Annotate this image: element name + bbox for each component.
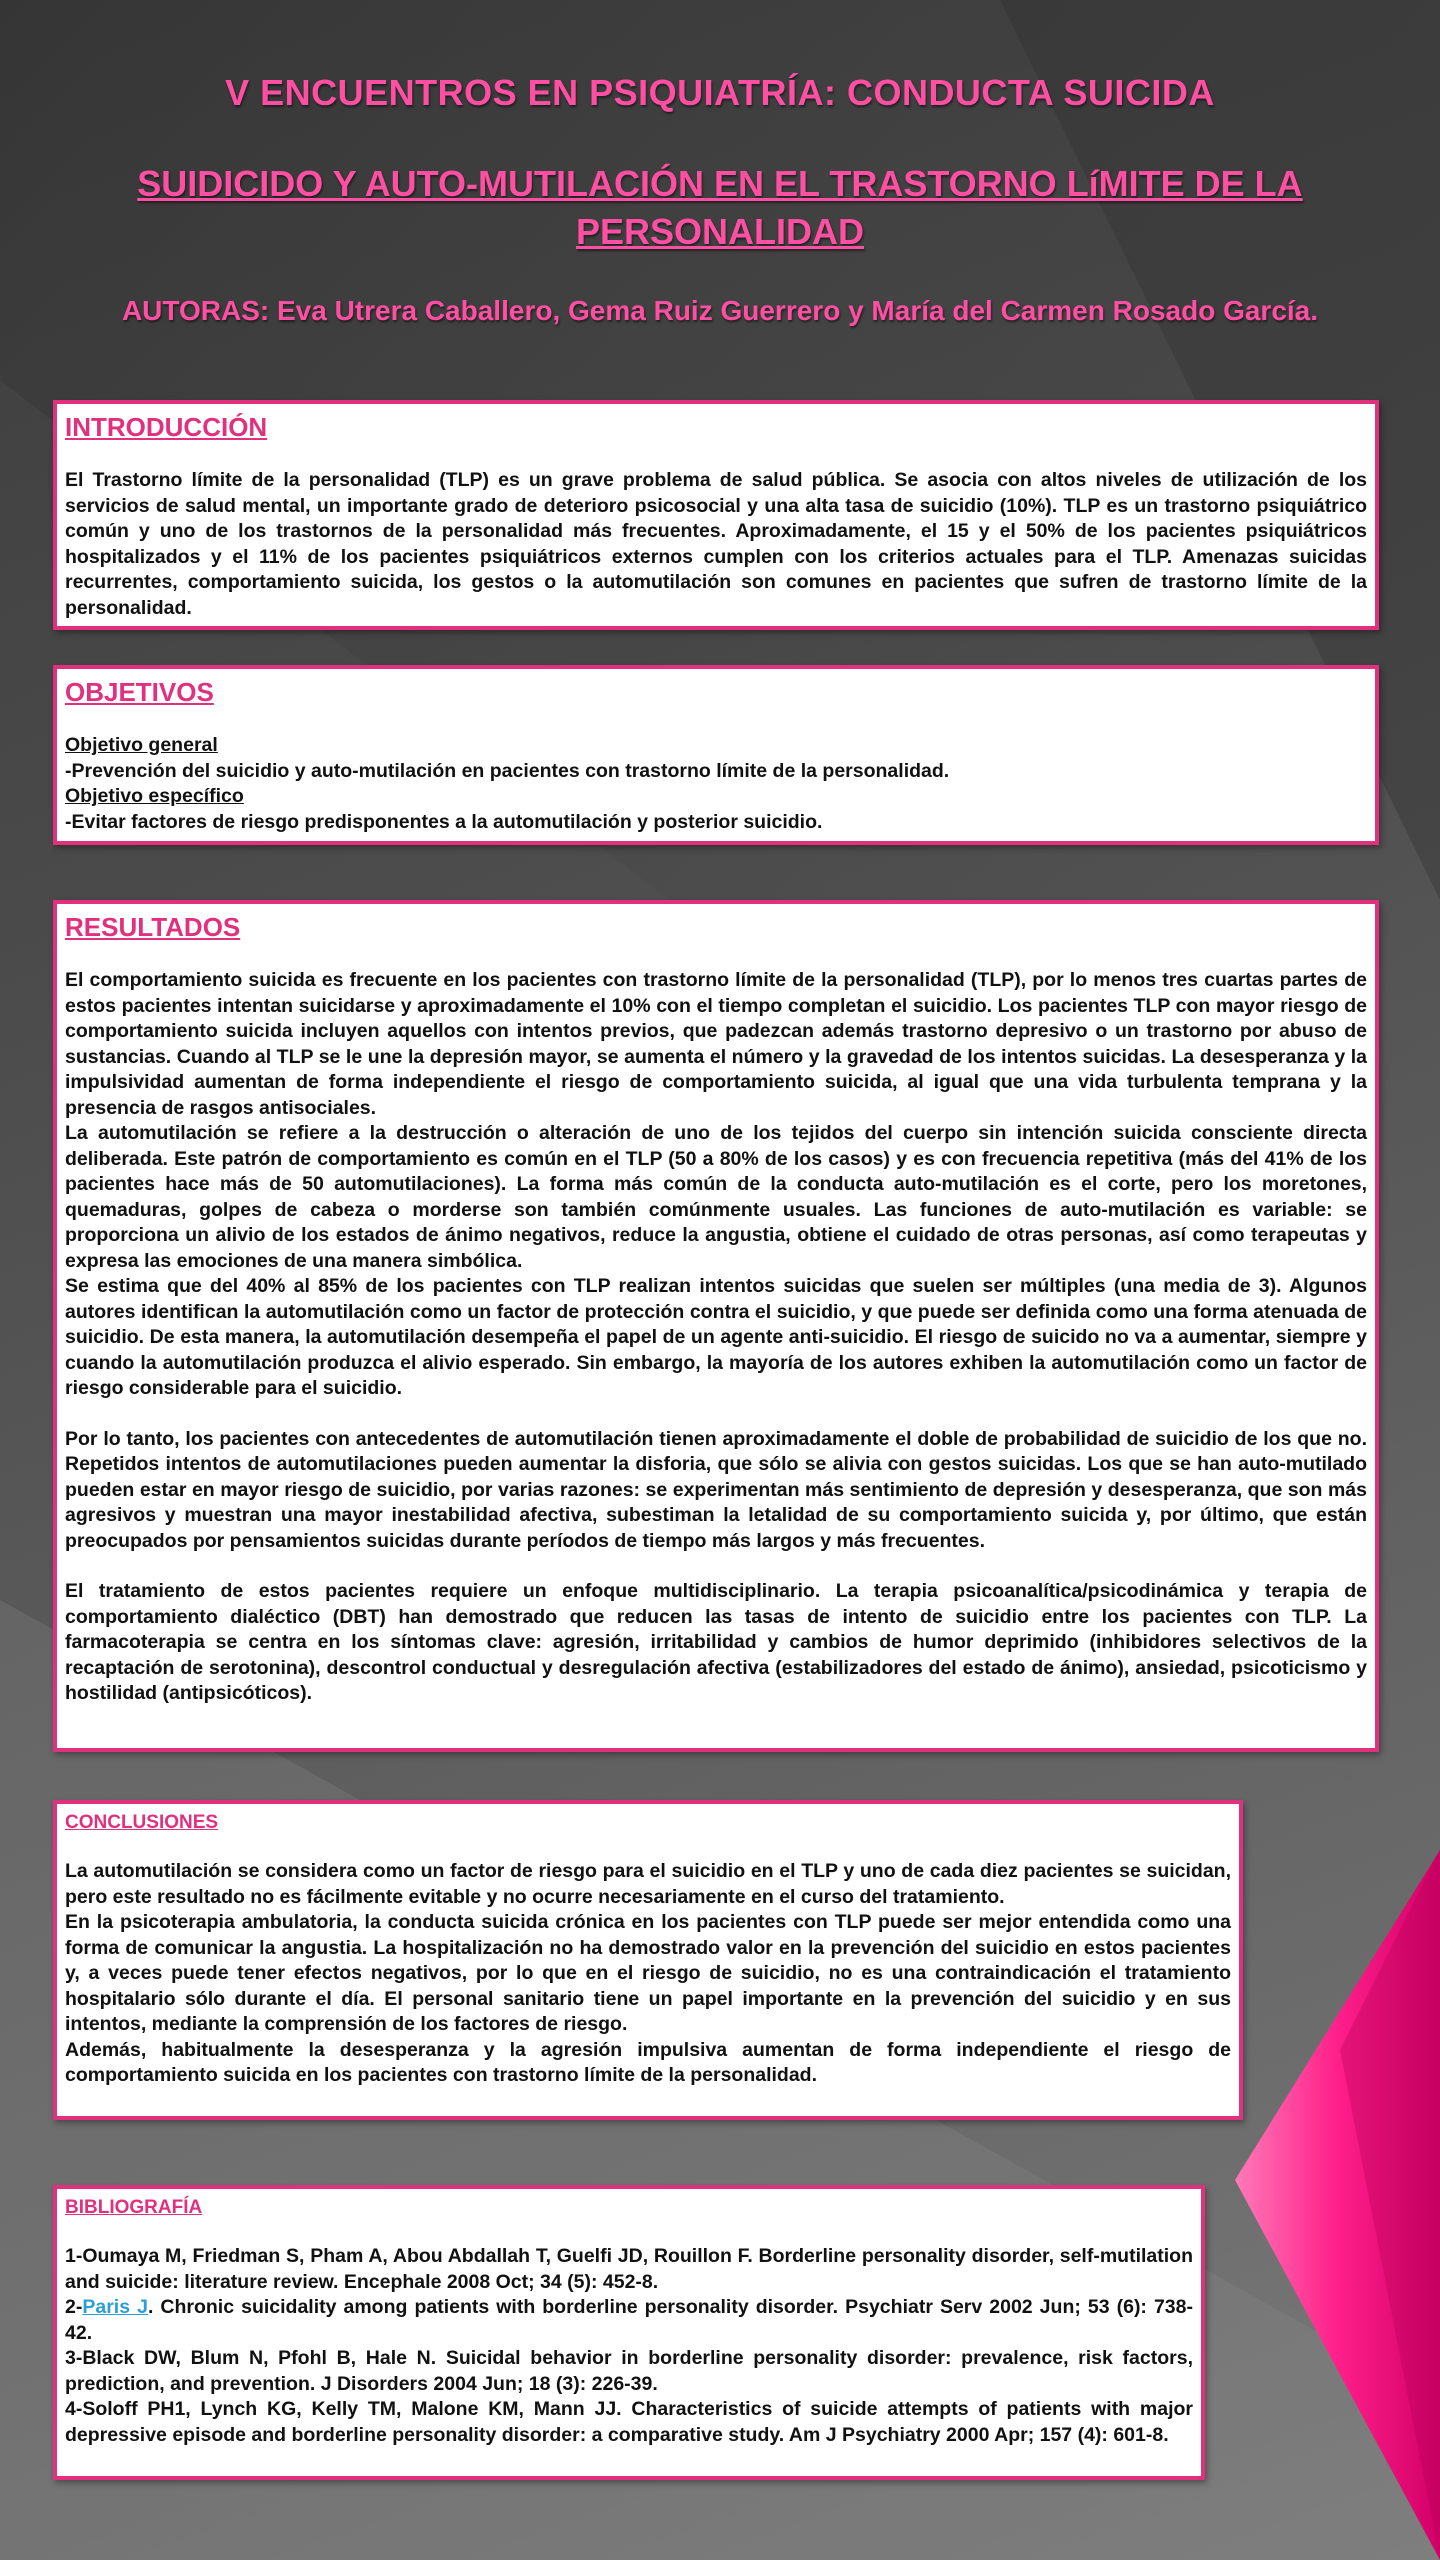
objetivos-heading: OBJETIVOS — [65, 677, 214, 707]
bibliografia-heading: BIBLIOGRAFÍA — [65, 2197, 203, 2218]
resultados-paragraph-4: Por lo tanto, los pacientes con antecedentes de automutilación tienen aproximadamente el doble de probabilidad de suicidio de los que no. Repetidos intentos de automutilaciones pueden aumentar la disforia, que sólo se alivia con gestos suicidas. Los que se han auto-mutilado pueden estar en mayor riesgo de suicidio, por varias razones: se experimentan más sentimiento de depresión y desesperanza, que son más agresivos y muestran una mayor inestabilidad afectiva, subestiman la letalidad de su comportamiento suicida y, por último, que están preocupados por pensamientos suicidas durante períodos de tiempo más largos y más frecuentes. — [65, 1427, 1367, 1552]
poster-title: SUIDICIDO Y AUTO-MUTILACIÓN EN EL TRASTORNO LíMITE DE LA PERSONALIDAD — [137, 163, 1303, 252]
introduccion-text: El Trastorno límite de la personalidad (TLP) es un grave problema de salud pública. Se asocia con altos niveles de utilización de los servicios de salud mental, un importante grado de deterioro psicosocial y una alta tasa de suicidio (10%). TLP es un trastorno psiquiátrico común y uno de los trastornos de la personalidad más frecuentes. Aproximadamente, el 15 y el 50% de los pacientes psiquiátricos hospitalizados y el 11% de los pacientes psiquiátricos externos cumplen con los criterios actuales para el TLP. Amenazas suicidas recurrentes, comportamiento suicida, los gestos o la automutilación son comunes en pacientes que sufren de trastorno límite de la personalidad. — [65, 469, 1367, 619]
authors-line: AUTORAS: Eva Utrera Caballero, Gema Ruiz Guerrero y María del Carmen Rosado García. — [121, 295, 1319, 326]
reference-2 — [65, 2295, 1193, 2346]
objetivo-general-text: -Prevención del suicidio y auto-mutilación en pacientes con trastorno límite de la personalidad. — [65, 759, 950, 782]
reference-2-rest: . Chronic suicidality among patients with borderline personality disorder. Psychiatr Serv 2002 Jun; 53 (6): 738-42. — [65, 2296, 1193, 2344]
conclusiones-paragraph-2: En la psicoterapia ambulatoria, la conducta suicida crónica en los pacientes con TLP puede ser mejor entendida como una forma de comunicar la angustia. La hospitalización no ha demostrado valor en la prevención del suicidio en estos pacientes y, a veces puede tener efectos negativos, por lo que en el riesgo de suicidio, no es una contraindicación el tratamiento hospitalario sólo durante el día. El personal sanitario tiene un papel importante en la prevención del suicidio y en sus intentos, mediante la comprensión de los factores de riesgo. — [65, 1911, 1231, 2035]
objetivo-especifico-label: Objetivo específico — [65, 785, 244, 807]
reference-2-number: 2- — [65, 2296, 83, 2318]
resultados-heading: RESULTADOS — [65, 912, 241, 942]
reference-4: 4-Soloff PH1, Lynch KG, Kelly TM, Malone KM, Mann JJ. Characteristics of suicide attempts of patients with major depressive episode and borderline personality disorder: a comparative study. Am J Psychiatry 2000 Apr; 157 (4): 601-8. — [65, 2398, 1193, 2446]
introduccion-panel — [53, 400, 1379, 630]
objetivo-especifico-text: -Evitar factores de riesgo predisponentes a la automutilación y posterior suicidio. — [65, 810, 823, 833]
conclusiones-paragraph-1: La automutilación se considera como un factor de riesgo para el suicidio en el TLP y uno de cada diez pacientes se suicidan, pero este resultado no es fácilmente evitable y no ocurre necesariamente en el curso del tratamiento. — [65, 1860, 1231, 1908]
conclusiones-panel — [53, 1800, 1243, 2120]
objetivos-panel — [53, 665, 1379, 845]
introduccion-heading: INTRODUCCIÓN — [65, 412, 268, 442]
bibliografia-panel — [53, 2185, 1205, 2480]
resultados-paragraph-5: El tratamiento de estos pacientes requiere un enfoque multidisciplinario. La terapia psicoanalítica/psicodinámica y terapia de comportamiento dialéctico (DBT) han demostrado que reducen las tasas de intento de suicidio entre los pacientes con TLP. La farmacoterapia se centra en los síntomas clave: agresión, irritabilidad y cambios de humor deprimido (inhibidores selectivos de la recaptación de serotonina), descontrol conductual y desregulación afectiva (estabilizadores del estado de ánimo), ansiedad, psicoticismo y hostilidad (antipsicóticos). — [65, 1580, 1367, 1704]
resultados-paragraph-3: Se estima que del 40% al 85% de los pacientes con TLP realizan intentos suicidas que suelen ser múltiples (una media de 3). Algunos autores identifican la automutilación como un factor de protección contra el suicidio, y que puede ser definida como una forma atenuada de suicidio. De esta manera, la automutilación desempeña el papel de un agente anti-suicidio. El riesgo de suicido no va a aumentar, siempre y cuando la automutilación produzca el alivio esperado. Sin embargo, la mayoría de los autores exhiben la automutilación como un factor de riesgo considerable para el suicidio. — [65, 1275, 1367, 1399]
objetivo-general-label: Objetivo general — [65, 734, 218, 756]
resultados-paragraph-1: El comportamiento suicida es frecuente en los pacientes con trastorno límite de la personalidad (TLP), por lo menos tres cuartas partes de estos pacientes intentan suicidarse y aproximadamente el 10% con el tiempo completan el suicidio. Los pacientes TLP con mayor riesgo de comportamiento suicida incluyen aquellos con intentos previos, que padezcan además trastorno depresivo o un trastorno por abuso de sustancias. Cuando al TLP se le une la depresión mayor, se aumenta el número y la gravedad de los intentos suicidas. La desesperanza y la impulsividad aumentan de forma independiente el riesgo de comportamiento suicida, al igual que una vida turbulenta temprana y la presencia de rasgos antisociales. — [65, 969, 1367, 1119]
conclusiones-paragraph-3: Además, habitualmente la desesperanza y la agresión impulsiva aumentan de forma independiente el riesgo de comportamiento suicida en los pacientes con trastorno límite de la personalidad. — [65, 2038, 1231, 2086]
reference-1: 1-Oumaya M, Friedman S, Pham A, Abou Abdallah T, Guelfi JD, Rouillon F. Borderline personality disorder, self-mutilation and suicide: literature review. Encephale 2008 Oct; 34 (5): 452-8. — [65, 2245, 1193, 2293]
resultados-paragraph-2: La automutilación se refiere a la destrucción o alteración de uno de los tejidos del cuerpo sin intención suicida consciente directa deliberada. Este patrón de comportamiento es común en el TLP (50 a 80% de los casos) y es con frecuencia repetitiva (más del 41% de los pacientes hace más de 50 automutilaciones). La forma más común de la conducta auto-mutilación es el corte, pero los moretones, quemaduras, golpes de cabeza o morderse son también comúnmente usuales. Las funciones de auto-mutilación es variable: se proporciona un alivio de los estados de ánimo negativos, reduce la angustia, obtiene el cuidado de otras personas, así como terapeutas y expresa las emociones de una manera simbólica. — [65, 1122, 1367, 1272]
conclusiones-heading: CONCLUSIONES — [65, 1812, 219, 1833]
reference-3: 3-Black DW, Blum N, Pfohl B, Hale N. Suicidal behavior in borderline personality disorder: prevalence, risk factors, prediction, and prevention. J Disorders 2004 Jun; 18 (3): 226-39. — [65, 2347, 1193, 2395]
event-title: V ENCUENTROS EN PSIQUIATRÍA: CONDUCTA SUICIDA — [225, 72, 1215, 113]
reference-2-author-link[interactable]: Paris J — [82, 2296, 148, 2318]
resultados-panel — [53, 900, 1379, 1752]
